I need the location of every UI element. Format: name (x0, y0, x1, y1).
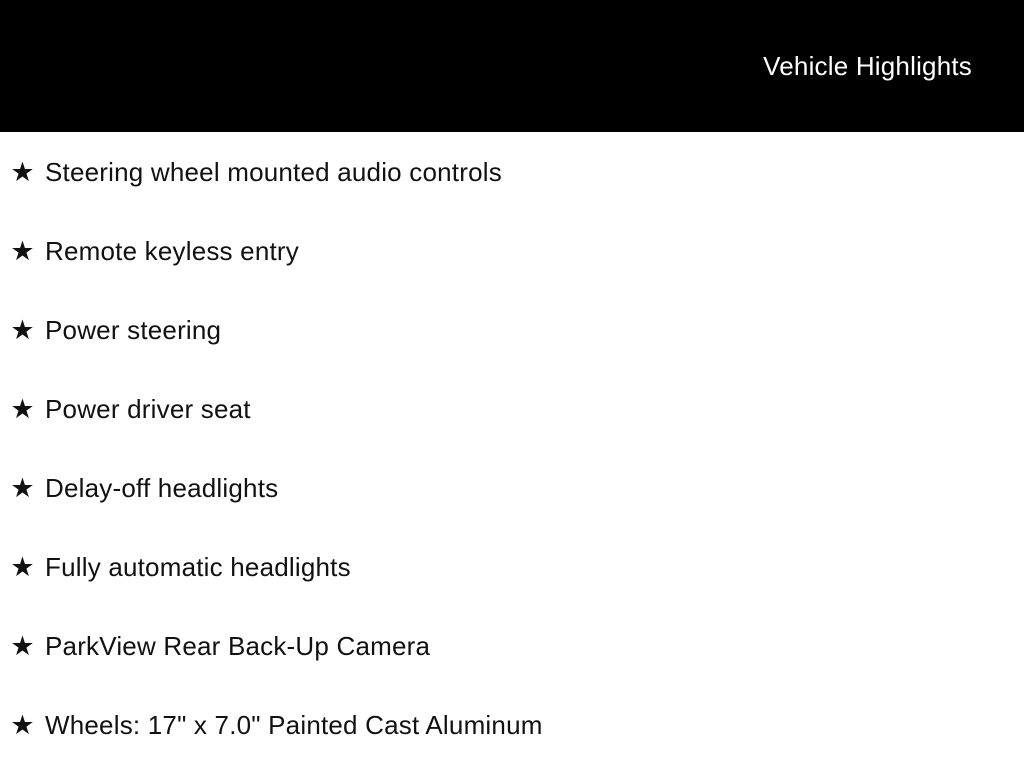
star-bullet-icon: ★ (10, 314, 35, 345)
list-item (10, 472, 1024, 504)
list-item-label: Fully automatic headlights (45, 551, 351, 582)
list-item-label: Remote keyless entry (45, 235, 299, 266)
star-bullet-icon: ★ (10, 709, 35, 740)
list-item-label: Steering wheel mounted audio controls (45, 156, 502, 187)
star-bullet-icon: ★ (10, 551, 35, 582)
star-bullet-icon: ★ (10, 630, 35, 661)
list-item (10, 630, 1024, 662)
star-bullet-icon: ★ (10, 156, 35, 187)
list-item-label: Power steering (45, 314, 222, 345)
list-item (10, 235, 1024, 267)
highlights-list (0, 132, 1024, 741)
list-item-label: Wheels: 17" x 7.0" Painted Cast Aluminum (45, 709, 543, 740)
page-title: Vehicle Highlights (763, 50, 972, 81)
list-item (10, 314, 1024, 346)
list-item-label: Power driver seat (45, 393, 251, 424)
star-bullet-icon: ★ (10, 235, 35, 266)
list-item (10, 393, 1024, 425)
list-item (10, 709, 1024, 741)
star-bullet-icon: ★ (10, 393, 35, 424)
list-item (10, 156, 1024, 188)
list-item-label: Delay-off headlights (45, 472, 279, 503)
header-bar (0, 0, 1024, 132)
star-bullet-icon: ★ (10, 472, 35, 503)
list-item-label: ParkView Rear Back-Up Camera (45, 630, 431, 661)
list-item (10, 551, 1024, 583)
